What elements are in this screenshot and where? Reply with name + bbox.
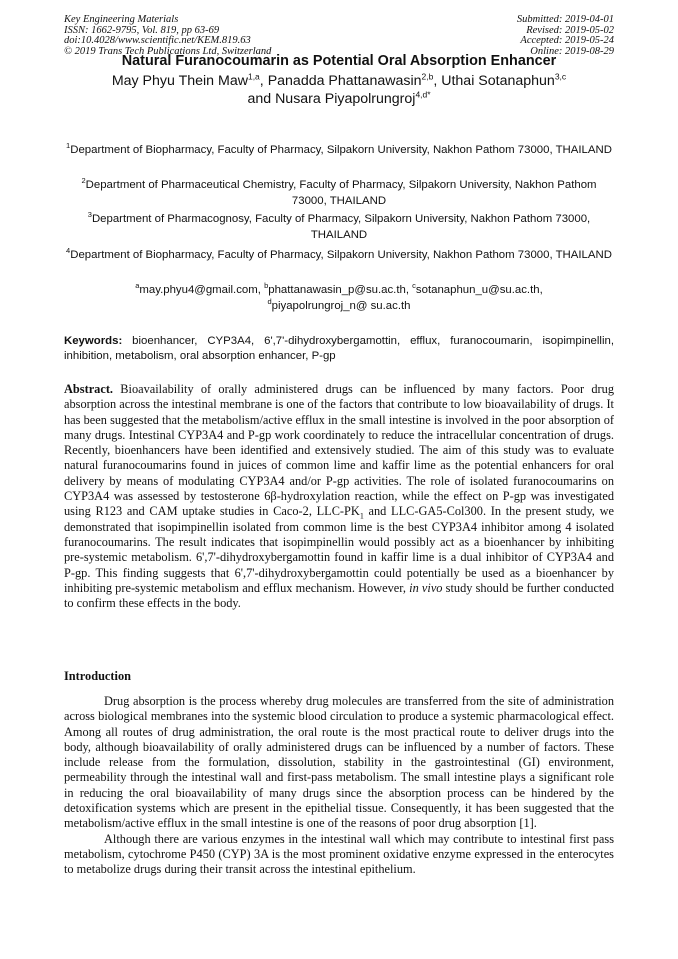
author-separator: ,: [433, 73, 442, 89]
abstract-subscript: 1: [359, 511, 364, 521]
date-accepted: Accepted: 2019-05-24: [520, 35, 614, 47]
abstract-text: Bioavailability of orally administered drugs can be influenced by many factors. Poor drug absorption across the intestinal membrane is one of the factors that contribute to low bioavailability of drugs. It has been suggested that the metabolism/active efflux in the small intestine is involved in the poor absorption of many drugs. Intestinal CYP3A4 and P-gp work coordinately to reduce the intracellular concentration of drugs. Recently, bioenhancers have been identified and extensively studied. The aim of this study was to evaluate natural furanocoumarins found in juices of common lime and kaffir lime as the potential enhancers for oral delivery by means of modulating CYP3A4 and/or P-gp activities. The role of isolated furanocoumarins on CYP3A4 was assessed by testosterone 6β-hydroxylation reaction, while the effect on P-gp was investigated using R123 and CAM uptake studies in Caco-2, LLC-PK: [64, 382, 614, 519]
abstract-text: study should be further conducted to confirm these effects in the body.: [64, 580, 615, 611]
introduction-paragraph: Although there are various enzymes in the intestinal wall which may contribute to intestinal first pass metabolism, cytochrome P450 (CYP) 3A is the most prominent oxidative enzyme expressed in the enterocytes to metabolize drugs during their transit across the intestinal epithelium.: [64, 831, 614, 877]
affiliation: [64, 178, 614, 209]
author-superscript: 2,b: [421, 71, 434, 82]
affiliation-text: Department of Biopharmacy, Faculty of Pharmacy, Silpakorn University, Nakhon Pathom 73000, THAILAND: [70, 144, 612, 156]
email-address: may.phyu4@gmail.com,: [139, 284, 265, 296]
email-superscript: a: [135, 281, 140, 291]
keywords-label: Keywords:: [64, 335, 123, 347]
keywords-text: bioenhancer, CYP3A4, 6',7'-dihydroxybergamottin, efflux, furanocoumarin, isopimpinellin, inhibition, metabolism, oral absorption enhancer, P-gp: [64, 335, 614, 362]
author-superscript: 3,c: [554, 71, 567, 82]
email-address: sotanaphun_u@su.ac.th,: [415, 284, 543, 296]
abstract-text: and LLC-GA5-Col300. In the present study, we demonstrated that isopimpinellin isolated from common lime is the best CYP3A4 inhibitor among 4 isolated furanocoumarins. The result indicates that isopimpinellin would possibly act as a bioenhancer by inhibiting pre-systemic metabolism. 6',7'-dihydroxybergamottin found in kaffir lime is a dual inhibitor of CYP3A4 and P-gp. This finding suggests that 6',7'-dihydroxybergamottin could potentially be used as a bioenhancer by inhibiting pre-systemic metabolism and efflux mechanism. However,: [64, 504, 614, 595]
journal-issn: ISSN: 1662-9795, Vol. 819, pp 63-69: [64, 24, 220, 36]
affiliation-superscript: 3: [87, 210, 92, 220]
affiliation: [64, 143, 614, 159]
email-address: piyapolrungroj_n@ su.ac.th: [271, 299, 411, 312]
affiliation-text: Department of Biopharmacy, Faculty of Pharmacy, Silpakorn University, Nakhon Pathom 73000, THAILAND: [70, 249, 612, 261]
affiliation-text: Department of Pharmacognosy, Faculty of Pharmacy, Silpakorn University, Nakhon Pathom 73000, THAILAND: [91, 213, 591, 241]
introduction-body: [64, 694, 614, 878]
date-online: Online: 2019-08-29: [530, 45, 614, 57]
author-superscript: 4,d*: [415, 88, 431, 99]
email-address: phattanawasin_p@su.ac.th,: [268, 284, 413, 296]
email-superscript: b: [264, 281, 269, 291]
journal-header-right: [517, 15, 614, 57]
author-and: and: [247, 90, 276, 107]
author-name: May Phyu Thein Maw: [111, 73, 248, 89]
abstract-label: Abstract.: [64, 382, 114, 396]
author-emails: [64, 283, 614, 314]
introduction-heading: Introduction: [64, 669, 131, 683]
journal-doi: doi:10.4028/www.scientific.net/KEM.819.63: [64, 35, 251, 47]
abstract-section: [64, 382, 614, 611]
author-separator: ,: [259, 73, 268, 89]
affiliation: [64, 212, 614, 243]
journal-copyright: © 2019 Trans Tech Publications Ltd, Switzerland: [64, 45, 272, 57]
date-revised: Revised: 2019-05-02: [526, 24, 614, 36]
author-name: Panadda Phattanawasin: [267, 73, 422, 89]
journal-header-left: [64, 15, 271, 57]
author-name: Nusara Piyapolrungroj: [275, 90, 416, 107]
abstract-italic-text: in vivo: [409, 580, 443, 595]
author-superscript: 1,a: [247, 71, 260, 82]
author-name: Uthai Sotanaphun: [441, 73, 555, 89]
affiliation-superscript: 4: [66, 246, 71, 256]
keywords-section: [64, 334, 614, 364]
email-superscript: c: [412, 281, 416, 291]
affiliation-text: Department of Pharmaceutical Chemistry, Faculty of Pharmacy, Silpakorn University, Nakhon Pathom 73000, THAILAND: [85, 179, 597, 207]
affiliation-superscript: 2: [81, 176, 86, 186]
introduction-paragraph: Drug absorption is the process whereby drug molecules are transferred from the site of administration across biological membranes into the systemic blood circulation to produce a systemic pharmacological effect. Among all routes of drug administration, the oral route is the most practical route to deliver drugs into the body, although bioavailability of orally administered drugs can be influenced by a number of factors. These include release from the formulation, dissolution, stability in the gastrointestinal (GI) environment, permeability through the intestinal wall and first-pass metabolism. The small intestine plays a significant role in reducing the oral bioavailability of many drugs since the absorption process can be hindered by the detoxification systems which are present in the epithelial tissue. Consequently, it has been suggested that the metabolism/active efflux in the small intestine is one of the reasons of poor drug absorption [1].: [64, 694, 614, 831]
affiliation-superscript: 1: [66, 141, 71, 151]
journal-name: Key Engineering Materials: [64, 14, 179, 25]
affiliation: [64, 248, 614, 264]
email-superscript: d: [267, 296, 272, 306]
paper-title: Natural Furanocoumarin as Potential Oral Absorption Enhancer: [121, 53, 557, 69]
author-list: [70, 73, 608, 108]
date-submitted: Submitted: 2019-04-01: [516, 14, 614, 25]
